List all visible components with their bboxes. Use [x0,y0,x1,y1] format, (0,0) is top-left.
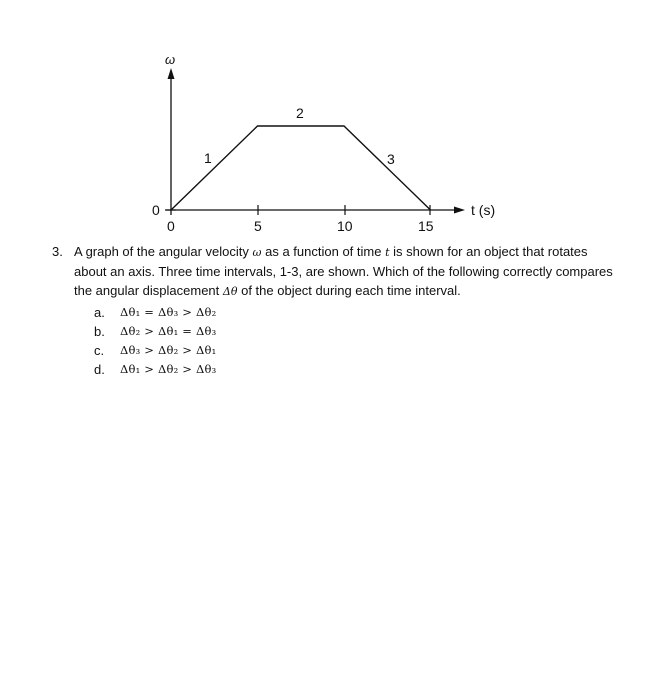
x-axis-arrow [454,207,465,214]
question-text-part3: is shown for an object that rotates about an axis. Three time intervals, 1-3, are shown. Which of the following correctly compares the angular displacement [74,244,613,298]
answer-choice-a[interactable] [94,303,622,322]
answer-choice-d[interactable] [94,360,622,379]
answer-choice-b[interactable] [94,322,622,341]
omega-symbol: ω [252,246,262,259]
segment-label-2: 2 [296,105,304,121]
x-axis-label: t (s) [471,202,496,218]
segment-label-3: 3 [387,151,395,167]
y-axis-arrow [168,68,175,79]
choice-expression: Δθ₃ > Δθ₂ > Δθ₁ [120,343,217,357]
angular-velocity-graph [0,0,651,240]
question-text [74,242,622,301]
answer-choice-c[interactable] [94,341,622,360]
answer-choices [94,303,622,379]
choice-letter: c. [94,343,105,358]
choice-expression: Δθ₁ = Δθ₃ > Δθ₂ [120,305,217,319]
x-tick-label: 5 [254,218,262,234]
origin-y-label: 0 [152,202,160,218]
time-symbol: t [385,246,390,259]
y-axis-label: ω [165,52,176,67]
question-text-part4: of the object during each time interval. [241,283,461,298]
choice-letter: d. [94,362,105,377]
question-text-part2: as a function of time [265,244,382,259]
angular-velocity-curve [171,126,431,210]
x-tick-label: 15 [418,218,434,234]
question-number: 3. [52,244,63,259]
choice-expression: Δθ₂ > Δθ₁ = Δθ₃ [120,324,217,338]
delta-theta-symbol: Δθ [222,285,238,298]
choice-expression: Δθ₁ > Δθ₂ > Δθ₃ [120,362,217,376]
question-block [52,242,622,379]
question-text-part1: A graph of the angular velocity [74,244,249,259]
segment-label-1: 1 [204,150,212,166]
choice-letter: a. [94,305,105,320]
choice-letter: b. [94,324,105,339]
x-tick-label: 10 [337,218,353,234]
x-tick-label: 0 [167,218,175,234]
